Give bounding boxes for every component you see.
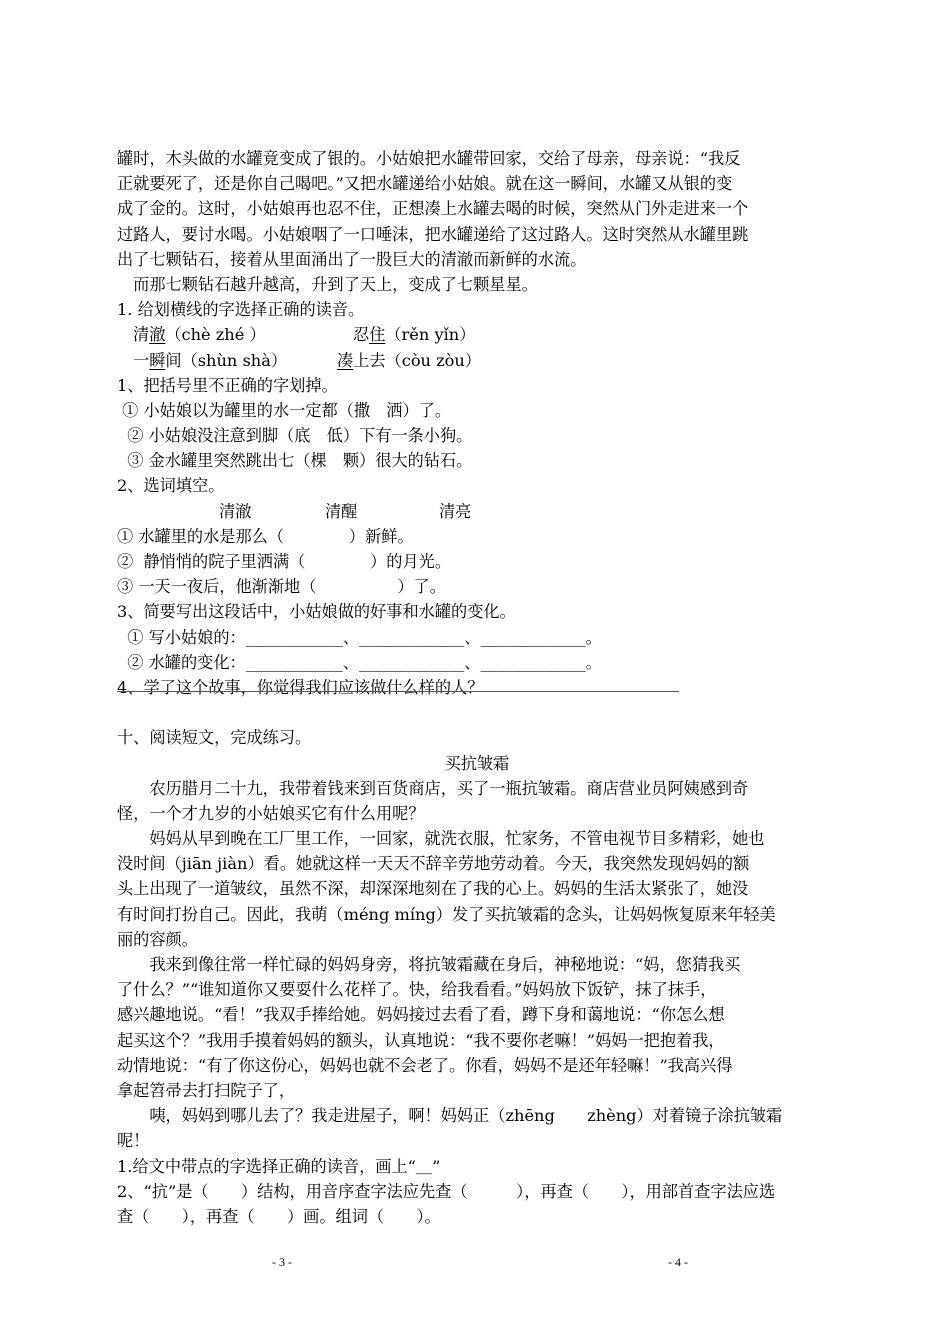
question-2-line: ① 小姑娘以为罐里的水一定都（撒 洒）了。: [117, 400, 452, 420]
story-line: 而那七颗钻石越升越高，升到了天上，变成了七颗星星。: [117, 274, 538, 294]
story-line: 成了金的。这时，小姑娘再也忍不住，正想凑上水罐去喝的时候，突然从门外走进来一个: [117, 199, 749, 219]
passage-line: 拿起笤帚去打扫院子了，: [117, 1080, 296, 1100]
passage-title: 买抗皱霜: [444, 753, 510, 773]
question-5-title: 4、学了这个故事，你觉得我们应该做什么样的人？: [117, 677, 484, 697]
passage-question: 2、“抗”是（ ）结构，用音序查字法应先查（ ），再查（ ），用部首查字法应选: [117, 1181, 776, 1201]
word-choice: 清亮: [439, 501, 472, 521]
passage-line: 起买这个？”我用手摸着妈妈的额头，认真地说：“我不要你老嘛！”妈妈一把抱着我，: [117, 1030, 725, 1050]
passage-line: 没时间（jiān jiàn）看。她就这样一天天不辞辛劳地劳动着。今天，我突然发现妈妈的额: [117, 854, 750, 874]
word-choice: 清醒: [325, 501, 358, 521]
passage-line: 咦，妈妈到哪儿去了？我走进屋子，啊！妈妈正（zhēng zhèng）对着镜子涂抗皱霜: [117, 1106, 783, 1126]
underlined-char: 住: [369, 325, 386, 345]
story-line: 出了七颗钻石，接着从里面涌出了一股巨大的清澈而新鲜的水流。: [117, 249, 587, 269]
word-choice: 清澈: [219, 501, 252, 521]
answer-blanks-line: ② 水罐的变化：____________、_____________、_____________。: [117, 652, 602, 672]
page-number-left: - 3 -: [272, 1255, 292, 1269]
pinyin-row-2: [117, 348, 837, 373]
pinyin-row-1: [117, 322, 837, 347]
story-line: 罐时，木头做的水罐竟变成了银的。小姑娘把水罐带回家，交给了母亲，母亲说：“我反: [117, 149, 741, 168]
question-4-title: 3、简要写出这段话中，小姑娘做的好事和水罐的变化。: [117, 602, 516, 622]
question-1-title: 1. 给划横线的字选择正确的读音。: [117, 300, 365, 320]
passage-line: 动情地说：“有了你这份心，妈妈也就不会老了。你看，妈妈不是还年轻嘛！”我高兴得: [117, 1055, 733, 1075]
passage-line: 了什么？”“谁知道你又要耍什么花样了。快，给我看看。”妈妈放下饭铲，抹了抹手，: [117, 980, 717, 1000]
question-3-line: ③ 一天一夜后，他渐渐地（ ）了。: [117, 577, 446, 597]
passage-line: 怪，一个才九岁的小姑娘买它有什么用呢？: [117, 803, 425, 823]
section-heading: 十、阅读短文，完成练习。: [117, 728, 312, 748]
pinyin-item: 忍住（rěn yǐn）: [353, 325, 476, 345]
passage-question: 查（ ），再查（ ）画。组词（ ）。: [117, 1206, 441, 1226]
question-3-line: ① 水罐里的水是那么（ ）新鲜。: [117, 526, 414, 546]
question-3-title: 2、选词填空。: [117, 476, 225, 496]
passage-line: 呢！: [117, 1131, 150, 1151]
passage-line: 丽的容颜。: [117, 929, 198, 949]
document-page: [117, 146, 837, 1229]
answer-space: [117, 700, 837, 725]
passage-question: 1.给文中带点的字选择正确的读音，画上“＿”: [117, 1156, 441, 1176]
answer-rule-line: [117, 691, 679, 692]
page-number-right: - 4 -: [668, 1255, 688, 1269]
question-2-line: ③ 金水罐里突然跳出七（棵 颗）很大的钻石。: [117, 451, 473, 471]
underlined-char: 瞬: [149, 350, 166, 370]
question-2-line: ② 小姑娘没注意到脚（底 低）下有一条小狗。: [117, 426, 473, 446]
passage-line: 头上出现了一道皱纹，虽然不深，却深深地刻在了我的心上。妈妈的生活太紧张了，她没: [117, 879, 749, 899]
underlined-char: 澈: [149, 325, 166, 345]
passage-line: 感兴趣地说。“看！”我双手捧给她。妈妈接过去看了看，蹲下身和蔼地说：“你怎么想: [117, 1005, 725, 1025]
pinyin-item: 凑上去（còu zòu）: [337, 350, 482, 370]
story-line: 过路人，要讨水喝。小姑娘咽了一口唾沫，把水罐递给了这过路人。这时突然从水罐里跳: [117, 224, 749, 244]
answer-blanks-line: ① 写小姑娘的：____________、_____________、_____________。: [117, 627, 602, 647]
passage-line: 农历腊月二十九，我带着钱来到百货商店，买了一瓶抗皱霜。商店营业员阿姨感到奇: [117, 778, 749, 798]
question-3-line: ② 静悄悄的院子里洒满（ ）的月光。: [117, 552, 452, 571]
word-choices: [117, 499, 837, 524]
passage-line: 我来到像往常一样忙碌的妈妈身旁，将抗皱霜藏在身后，神秘地说：“妈，您猜我买: [117, 955, 741, 974]
pinyin-item: 清澈（chè zhé ）: [133, 325, 266, 345]
passage-line: 妈妈从早到晚在工厂里工作，一回家，就洗衣服，忙家务，不管电视节目多精彩，她也: [117, 829, 765, 849]
story-line: 正就要死了，还是你自己喝吧。”又把水罐递给小姑娘。就在这一瞬间，水罐又从银的变: [117, 174, 733, 194]
underlined-char: 凑: [337, 350, 354, 370]
passage-line: 有时间打扮自己。因此，我萌（méng míng）发了买抗皱霜的念头，让妈妈恢复原来年轻美: [117, 904, 776, 924]
pinyin-item: 一瞬间（shùn shà）: [133, 350, 288, 370]
question-2-title: 1、把括号里不正确的字划掉。: [117, 375, 338, 395]
